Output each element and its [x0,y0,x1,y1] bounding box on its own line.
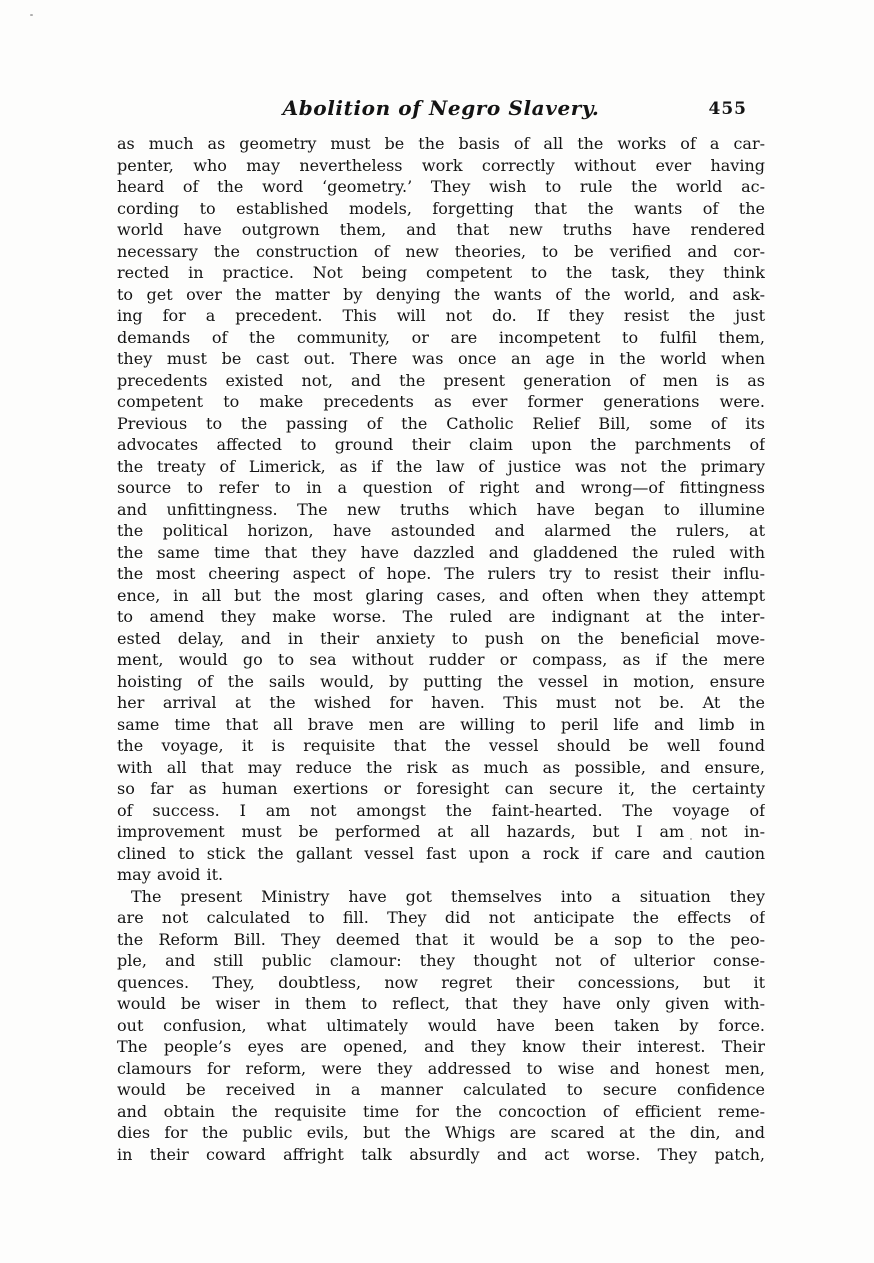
text-line: precedents existed not, and the present generation of men is as [117,370,765,390]
text-line: in their coward affright talk absurdly and act worse. They patch, [117,1144,765,1164]
text-line: clamours for reform, were they addressed to wise and honest men, [117,1058,765,1078]
text-line: her arrival at the wished for haven. This must not be. At the [117,693,765,712]
text-line: hoisting of the sails would, by putting the vessel in motion, ensure [117,671,765,691]
text-line: may avoid it. [117,865,224,884]
text-line: the treaty of Limerick, as if the law of justice was not the primary [117,456,765,476]
text-line: ence, in all but the most glaring cases, and often when they attempt [117,585,765,605]
text-line: necessary the construction of new theories, to be verified and cor- [117,241,765,261]
text-line: to get over the matter by denying the wants of the world, and ask- [117,284,765,304]
text-line: quences. They, doubtless, now regret their concessions, but it [117,972,765,992]
paragraph [117,133,765,886]
text-line: same time that all brave men are willing to peril life and limb in [117,714,765,734]
running-title: Abolition of Negro Slavery. [282,96,600,120]
text-line: ment, would go to sea without rudder or compass, as if the mere [117,650,765,669]
text-line: are not calculated to fill. They did not anticipate the effects of [117,908,765,927]
text-line: and unfittingness. The new truths which have began to illumine [117,499,765,519]
paragraph [117,886,765,1166]
text-line: the voyage, it is requisite that the vessel should be well found [117,736,765,755]
text-line: penter, who may nevertheless work correctly without ever having [117,155,765,175]
text-line: the most cheering aspect of hope. The rulers try to resist their influ- [117,564,765,583]
text-line: ested delay, and in their anxiety to push on the beneficial move- [117,628,765,648]
text-line: demands of the community, or are incompetent to fulfil them, [117,327,765,347]
text-line: advocates affected to ground their claim upon the parchments of [117,435,765,454]
text-line: The present Ministry have got themselves into a situation they [131,886,765,906]
text-line: so far as human exertions or foresight can secure it, the certainty [117,779,765,798]
text-line: source to refer to in a question of right and wrong—of fittingness [117,478,765,497]
text-line: the same time that they have dazzled and gladdened the ruled with [117,542,765,562]
text-line: ple, and still public clamour: they thought not of ulterior conse- [117,951,765,970]
text-line: clined to stick the gallant vessel fast upon a rock if care and caution [117,843,765,863]
text-line: rected in practice. Not being competent to the task, they think [117,263,765,282]
text-line: the political horizon, have astounded and alarmed the rulers, at [117,521,765,540]
page-number: 455 [708,99,747,119]
ink-speck [30,14,33,16]
text-line: competent to make precedents as ever former generations were. [117,392,765,411]
text-line: and obtain the requisite time for the concoction of efficient reme- [117,1101,765,1121]
page-body [117,133,765,1165]
text-line: as much as geometry must be the basis of all the works of a car- [117,134,765,153]
text-line: ing for a precedent. This will not do. If they resist the just [117,306,765,325]
page-header [117,96,765,122]
text-line: the Reform Bill. They deemed that it would be a sop to the peo- [117,929,765,949]
text-line: they must be cast out. There was once an age in the world when [117,349,765,368]
text-line: Previous to the passing of the Catholic Relief Bill, some of its [117,413,765,433]
text-line: would be received in a manner calculated to secure confidence [117,1080,765,1099]
text-line: out confusion, what ultimately would have been taken by force. [117,1015,765,1035]
text-line: The people’s eyes are opened, and they know their interest. Their [117,1037,765,1056]
text-line: cording to established models, forgetting that the wants of the [117,198,765,218]
text-line: world have outgrown them, and that new truths have rendered [117,220,765,239]
text-line: with all that may reduce the risk as much as possible, and ensure, [117,757,765,777]
text-line: of success. I am not amongst the faint-hearted. The voyage of [117,800,765,820]
text-line: to amend they make worse. The ruled are indignant at the inter- [117,607,765,626]
text-column [117,96,765,1165]
text-line: improvement must be performed at all hazards, but I am not in- [117,822,765,841]
text-line: dies for the public evils, but the Whigs are scared at the din, and [117,1123,765,1142]
text-line: heard of the word ‘geometry.’ They wish to rule the world ac- [117,177,765,196]
text-line: would be wiser in them to reflect, that they have only given with- [117,994,765,1013]
